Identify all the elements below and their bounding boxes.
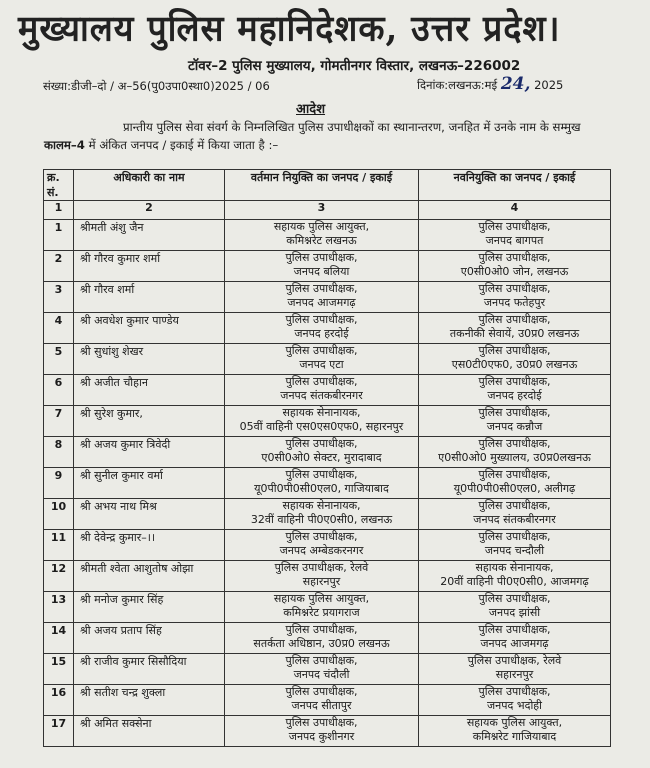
new-posting-text: सहायक पुलिस आयुक्त, [466, 716, 563, 729]
serial-number-text: 10 [50, 500, 67, 513]
new-posting-text: जनपद संतकबीरनगर [473, 513, 556, 526]
new-posting-text: पुलिस उपाधीक्षक, [478, 313, 551, 326]
new-posting [419, 530, 611, 561]
current-posting [225, 375, 419, 406]
current-posting-text: पुलिस उपाधीक्षक, [285, 344, 358, 357]
current-posting-text: पुलिस उपाधीक्षक, [285, 313, 358, 326]
officer-name-text: श्री अभय नाथ मिश्र [80, 500, 157, 513]
new-posting-text: कमिश्नरेट गाजियाबाद [472, 730, 557, 743]
officer-name-text: श्रीमती श्वेता आशुतोष ओझा [80, 562, 194, 575]
new-posting [419, 623, 611, 654]
current-posting-text: जनपद हरदोई [294, 327, 349, 340]
new-posting [419, 592, 611, 623]
order-body-post: में अंकित जनपद / इकाई में किया जाता है :– [84, 138, 279, 152]
new-posting [419, 251, 611, 282]
serial-number-text: 5 [54, 345, 63, 358]
serial-number-text: 9 [54, 469, 63, 482]
current-posting [225, 282, 419, 313]
officer-name [74, 406, 225, 437]
new-posting [419, 685, 611, 716]
order-body [44, 118, 609, 154]
new-posting-text: जनपद आजमगढ़ [480, 637, 549, 650]
transfer-table [43, 169, 611, 747]
table-row [44, 499, 611, 530]
current-posting-text: ए0सी0ओ0 सेक्टर, मुरादाबाद [261, 451, 382, 464]
current-posting-text: पुलिस उपाधीक्षक, [285, 685, 358, 698]
current-posting-text: सहायक सेनानायक, [282, 499, 361, 512]
current-posting [225, 406, 419, 437]
new-posting-text: पुलिस उपाधीक्षक, [478, 499, 551, 512]
officer-name-text: श्री अजीत चौहान [80, 376, 148, 389]
new-posting-text: पुलिस उपाधीक्षक, [478, 375, 551, 388]
table-row [44, 220, 611, 251]
date-day: 24, [500, 74, 531, 94]
table-row [44, 282, 611, 313]
serial-number-text: 13 [50, 593, 67, 606]
serial-number-text: 7 [54, 407, 63, 420]
officer-name-text: श्री मनोज कुमार सिंह [80, 593, 164, 606]
new-posting-text: एस0टी0एफ0, उ0प्र0 लखनऊ [451, 358, 578, 371]
reference-number: संख्या:डीजी–दो / अ–56(पु0उपा0स्था0)2025 / 06 [43, 79, 270, 93]
serial-number [44, 716, 74, 747]
officer-name-text: श्री अजय प्रताप सिंह [80, 624, 162, 637]
officer-name [74, 716, 225, 747]
current-posting-text: कमिश्नरेट प्रयागराज [283, 606, 360, 619]
table-row [44, 561, 611, 592]
serial-number [44, 530, 74, 561]
serial-number [44, 561, 74, 592]
document-title: मुख्यालय पुलिस महानिदेशक, उत्तर प्रदेश। [18, 8, 561, 51]
current-posting-text: जनपद चंदौली [293, 668, 350, 681]
officer-name [74, 468, 225, 499]
current-posting-text: सहायक पुलिस आयुक्त, [273, 592, 370, 605]
officer-name [74, 654, 225, 685]
column-number: 4 [419, 201, 611, 220]
table-row [44, 623, 611, 654]
table-row [44, 530, 611, 561]
current-posting-text: पुलिस उपाधीक्षक, [285, 716, 358, 729]
serial-number [44, 685, 74, 716]
new-posting-text: जनपद चन्दौली [484, 544, 545, 557]
column-number: 2 [74, 201, 225, 220]
table-row [44, 344, 611, 375]
table-row [44, 592, 611, 623]
new-posting-text: पुलिस उपाधीक्षक, [478, 437, 551, 450]
order-heading: आदेश [296, 102, 326, 117]
officer-name-text: श्री सुधांशु शेखर [80, 345, 144, 358]
current-posting [225, 592, 419, 623]
document-date [417, 74, 563, 94]
new-posting [419, 313, 611, 344]
new-posting-text: पुलिस उपाधीक्षक, [478, 251, 551, 264]
serial-number [44, 623, 74, 654]
current-posting-text: पुलिस उपाधीक्षक, [285, 623, 358, 636]
current-posting-text: पुलिस उपाधीक्षक, [285, 437, 358, 450]
current-posting-text: जनपद आजमगढ़ [287, 296, 356, 309]
current-posting-text: जनपद एटा [299, 358, 344, 371]
new-posting-text: पुलिस उपाधीक्षक, [478, 406, 551, 419]
new-posting [419, 654, 611, 685]
new-posting-text: पुलिस उपाधीक्षक, [478, 685, 551, 698]
current-posting-text: पुलिस उपाधीक्षक, रेलवे [274, 561, 369, 574]
date-prefix: दिनांक:लखनऊ:मई [417, 78, 498, 92]
officer-name [74, 313, 225, 344]
officer-name-text: श्री अवधेश कुमार पाण्डेय [80, 314, 179, 327]
officer-name-text: श्री देवेन्द्र कुमार–।। [80, 531, 156, 544]
new-posting-text: ए0सी0ओ0 मुख्यालय, उ0प्र0लखनऊ [438, 451, 591, 464]
new-posting-text: पुलिस उपाधीक्षक, [478, 592, 551, 605]
table-row [44, 468, 611, 499]
officer-name [74, 375, 225, 406]
current-posting-text: जनपद कुशीनगर [288, 730, 355, 743]
current-posting [225, 623, 419, 654]
current-posting [225, 344, 419, 375]
current-posting-text: सहारनपुर [302, 575, 341, 588]
current-posting-text: जनपद बलिया [293, 265, 350, 278]
column-number: 3 [225, 201, 419, 220]
current-posting-text: सतर्कता अधिष्ठान, उ0प्र0 लखनऊ [253, 637, 390, 650]
new-posting-text: जनपद फतेहपुर [483, 296, 546, 309]
serial-number [44, 592, 74, 623]
officer-name [74, 561, 225, 592]
new-posting-text: पुलिस उपाधीक्षक, [478, 530, 551, 543]
officer-name [74, 220, 225, 251]
serial-number-text: 8 [54, 438, 63, 451]
new-posting-text: सहारनपुर [495, 668, 534, 681]
new-posting-text: पुलिस उपाधीक्षक, [478, 468, 551, 481]
officer-name-text: श्री अजय कुमार त्रिवेदी [80, 438, 171, 451]
table-row [44, 375, 611, 406]
column-number: 1 [44, 201, 74, 220]
officer-name [74, 623, 225, 654]
serial-number [44, 220, 74, 251]
current-posting [225, 654, 419, 685]
serial-number [44, 499, 74, 530]
officer-name-text: श्री गौरव शर्मा [80, 283, 135, 296]
officer-name-text: श्रीमती अंशु जैन [80, 221, 144, 234]
new-posting-text: पुलिस उपाधीक्षक, [478, 344, 551, 357]
current-posting [225, 685, 419, 716]
current-posting-text: 32वीं वाहिनी पी0ए0सी0, लखनऊ [250, 513, 393, 526]
new-posting-text: 20वीं वाहिनी पी0ए0सी0, आजमगढ़ [440, 575, 589, 588]
column-number-row [44, 201, 611, 220]
new-posting [419, 561, 611, 592]
officer-name-text: श्री सतीश चन्द्र शुक्ला [80, 686, 166, 699]
current-posting-text: पुलिस उपाधीक्षक, [285, 654, 358, 667]
serial-number [44, 282, 74, 313]
officer-name-text: श्री राजीव कुमार सिसौदिया [80, 655, 187, 668]
new-posting-text: जनपद कन्नौज [486, 420, 543, 433]
officer-name [74, 437, 225, 468]
current-posting-text: जनपद सीतापुर [291, 699, 352, 712]
new-posting [419, 375, 611, 406]
table-header-row [44, 170, 611, 201]
new-posting [419, 437, 611, 468]
order-body-pre: प्रान्तीय पुलिस सेवा संवर्ग के निम्नलिखित पुलिस उपाधीक्षकों का स्थानान्तरण, जनहित में उनके नाम के सम्मुख [123, 120, 581, 134]
new-posting [419, 716, 611, 747]
current-posting [225, 561, 419, 592]
new-posting-text: सहायक सेनानायक, [475, 561, 554, 574]
new-posting-text: जनपद झांसी [488, 606, 541, 619]
serial-number-text: 11 [50, 531, 67, 544]
serial-number [44, 344, 74, 375]
serial-number [44, 406, 74, 437]
new-posting [419, 468, 611, 499]
table-row [44, 313, 611, 344]
serial-number-text: 14 [50, 624, 67, 637]
officer-name-text: श्री गौरव कुमार शर्मा [80, 252, 161, 265]
current-posting [225, 220, 419, 251]
new-posting-text: जनपद हरदोई [487, 389, 542, 402]
order-body-column-ref: कालम–4 [44, 138, 85, 152]
officer-name [74, 344, 225, 375]
officer-name [74, 251, 225, 282]
current-posting [225, 468, 419, 499]
current-posting-text: पुलिस उपाधीक्षक, [285, 251, 358, 264]
current-posting [225, 499, 419, 530]
current-posting-text: कमिश्नरेट लखनऊ [286, 234, 357, 247]
new-posting [419, 499, 611, 530]
current-posting [225, 251, 419, 282]
table-row [44, 406, 611, 437]
serial-number-text: 4 [54, 314, 63, 327]
new-posting-text: पुलिस उपाधीक्षक, रेलवे [467, 654, 562, 667]
new-posting [419, 282, 611, 313]
current-posting-text: पुलिस उपाधीक्षक, [285, 375, 358, 388]
new-posting [419, 406, 611, 437]
officer-name [74, 685, 225, 716]
header-current-posting: वर्तमान नियुक्ति का जनपद / इकाई [225, 170, 419, 201]
office-address: टॉवर–2 पुलिस मुख्यालय, गोमतीनगर विस्तार, लखनऊ–226002 [188, 58, 521, 74]
serial-number-text: 17 [50, 717, 67, 730]
header-officer-name: अधिकारी का नाम [74, 170, 225, 201]
officer-name [74, 592, 225, 623]
serial-number-text: 1 [54, 221, 63, 234]
serial-number-text: 15 [50, 655, 67, 668]
current-posting-text: जनपद संतकबीरनगर [280, 389, 363, 402]
serial-number-text: 2 [54, 252, 63, 265]
serial-number [44, 437, 74, 468]
new-posting-text: ए0सी0ओ0 जोन, लखनऊ [460, 265, 569, 278]
table-row [44, 716, 611, 747]
current-posting [225, 716, 419, 747]
serial-number-text: 6 [54, 376, 63, 389]
serial-number [44, 468, 74, 499]
new-posting [419, 344, 611, 375]
table-row [44, 654, 611, 685]
table-row [44, 251, 611, 282]
new-posting-text: तकनीकी सेवायें, उ0प्र0 लखनऊ [449, 327, 580, 340]
current-posting [225, 437, 419, 468]
serial-number [44, 375, 74, 406]
serial-number [44, 251, 74, 282]
new-posting-text: पुलिस उपाधीक्षक, [478, 623, 551, 636]
serial-number-text: 12 [50, 562, 67, 575]
serial-number-text: 16 [50, 686, 67, 699]
header-serial: क्र. सं. [44, 170, 74, 201]
new-posting-text: जनपद बागपत [485, 234, 544, 247]
current-posting [225, 313, 419, 344]
current-posting-text: यू0पी0पी0सी0एल0, गाजियाबाद [254, 482, 389, 495]
table-body [44, 201, 611, 747]
officer-name-text: श्री अमित सक्सेना [80, 717, 152, 730]
officer-name-text: श्री सुरेश कुमार, [80, 407, 143, 420]
officer-name [74, 499, 225, 530]
new-posting-text: यू0पी0पी0सी0एल0, अलीगढ़ [453, 482, 576, 495]
officer-name [74, 282, 225, 313]
header-new-posting: नवनियुक्ति का जनपद / इकाई [419, 170, 611, 201]
current-posting [225, 530, 419, 561]
serial-number-text: 3 [54, 283, 63, 296]
new-posting-text: जनपद भदोही [487, 699, 542, 712]
table-row [44, 685, 611, 716]
current-posting-text: पुलिस उपाधीक्षक, [285, 282, 358, 295]
current-posting-text: सहायक सेनानायक, [282, 406, 361, 419]
new-posting-text: पुलिस उपाधीक्षक, [478, 220, 551, 233]
current-posting-text: 05वीं वाहिनी एस0एस0एफ0, सहारनपुर [239, 420, 404, 433]
table-row [44, 437, 611, 468]
serial-number [44, 654, 74, 685]
new-posting [419, 220, 611, 251]
officer-name [74, 530, 225, 561]
current-posting-text: सहायक पुलिस आयुक्त, [273, 220, 370, 233]
current-posting-text: पुलिस उपाधीक्षक, [285, 530, 358, 543]
new-posting-text: पुलिस उपाधीक्षक, [478, 282, 551, 295]
officer-name-text: श्री सुनील कुमार वर्मा [80, 469, 163, 482]
date-year: 2025 [534, 78, 564, 92]
serial-number [44, 313, 74, 344]
current-posting-text: जनपद अम्बेडकरनगर [279, 544, 364, 557]
current-posting-text: पुलिस उपाधीक्षक, [285, 468, 358, 481]
